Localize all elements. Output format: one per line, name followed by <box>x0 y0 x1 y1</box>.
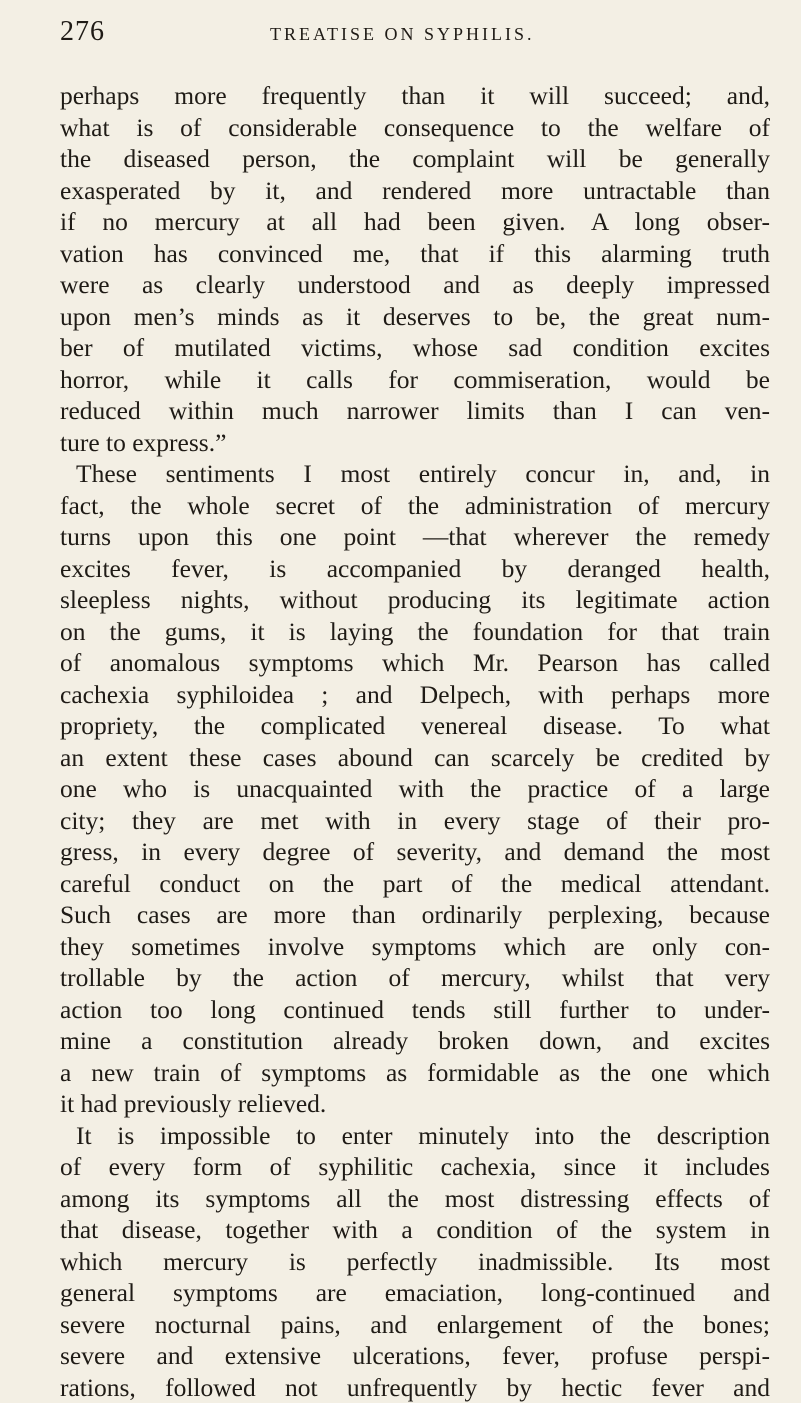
text-line: on the gums, it is laying the foundation for that train <box>60 616 770 648</box>
text-line: what is of considerable consequence to the welfare of <box>60 112 770 144</box>
text-line: Such cases are more than ordinarily perplexing, because <box>60 899 770 931</box>
paragraph-start-line: These sentiments I most entirely concur in, and, in <box>60 458 770 490</box>
text-line: gress, in every degree of severity, and demand the most <box>60 836 770 868</box>
text-line: it had previously relieved. <box>60 1088 770 1120</box>
text-line: careful conduct on the part of the medical attendant. <box>60 868 770 900</box>
text-line: action too long continued tends still further to under- <box>60 994 770 1026</box>
text-line: sleepless nights, without producing its legitimate action <box>60 584 770 616</box>
text-line: an extent these cases abound can scarcely be credited by <box>60 742 770 774</box>
text-line: turns upon this one point —that wherever the remedy <box>60 521 770 553</box>
page-header <box>60 16 760 52</box>
page-number: 276 <box>60 16 105 48</box>
text-line: ture to express.” <box>60 427 770 459</box>
text-line: of anomalous symptoms which Mr. Pearson has called <box>60 647 770 679</box>
text-line: excites fever, is accompanied by deranged health, <box>60 553 770 585</box>
text-line: that disease, together with a condition of the system in <box>60 1214 770 1246</box>
text-line: vation has convinced me, that if this alarming truth <box>60 238 770 270</box>
text-line: upon men’s minds as it deserves to be, the great num- <box>60 301 770 333</box>
text-line: rations, followed not unfrequently by hectic fever and <box>60 1372 770 1403</box>
text-line: general symptoms are emaciation, long-continued and <box>60 1277 770 1309</box>
text-line: of every form of syphilitic cachexia, since it includes <box>60 1151 770 1183</box>
text-line: severe and extensive ulcerations, fever, profuse perspi- <box>60 1340 770 1372</box>
text-line: one who is unacquainted with the practice of a large <box>60 773 770 805</box>
paragraph-start-line: It is impossible to enter minutely into the description <box>60 1120 770 1152</box>
text-line: they sometimes involve symptoms which are only con- <box>60 931 770 963</box>
text-line: which mercury is perfectly inadmissible. Its most <box>60 1246 770 1278</box>
text-line: ber of mutilated victims, whose sad condition excites <box>60 332 770 364</box>
text-line: if no mercury at all had been given. A long obser- <box>60 206 770 238</box>
text-line: horror, while it calls for commiseration, would be <box>60 364 770 396</box>
text-line: exasperated by it, and rendered more untractable than <box>60 175 770 207</box>
text-line: a new train of symptoms as formidable as the one which <box>60 1057 770 1089</box>
text-line: among its symptoms all the most distressing effects of <box>60 1183 770 1215</box>
text-line: perhaps more frequently than it will succeed; and, <box>60 80 770 112</box>
text-line: reduced within much narrower limits than I can ven- <box>60 395 770 427</box>
text-line: cachexia syphiloidea ; and Delpech, with perhaps more <box>60 679 770 711</box>
text-line: severe nocturnal pains, and enlargement of the bones; <box>60 1309 770 1341</box>
running-head: TREATISE ON SYPHILIS. <box>270 24 535 45</box>
text-line: were as clearly understood and as deeply impressed <box>60 269 770 301</box>
text-line: propriety, the complicated venereal disease. To what <box>60 710 770 742</box>
text-line: city; they are met with in every stage of their pro- <box>60 805 770 837</box>
text-line: mine a constitution already broken down, and excites <box>60 1025 770 1057</box>
text-line: fact, the whole secret of the administration of mercury <box>60 490 770 522</box>
body-text <box>60 80 770 1403</box>
text-line: trollable by the action of mercury, whilst that very <box>60 962 770 994</box>
text-line: the diseased person, the complaint will be generally <box>60 143 770 175</box>
